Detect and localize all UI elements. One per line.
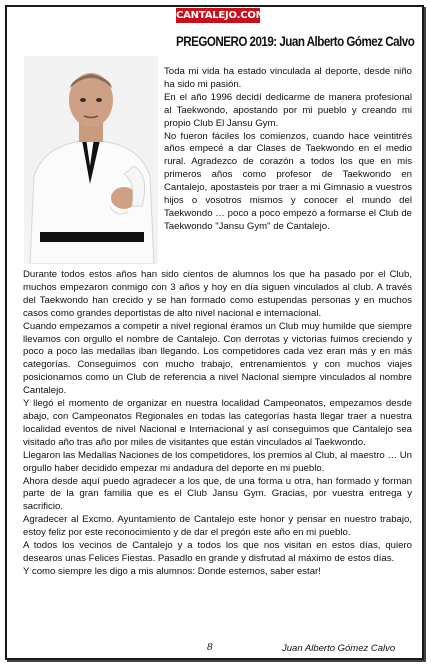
body-text <box>23 269 412 579</box>
body-paragraph: Y llegó el momento de organizar en nuestra localidad Campeonatos, empezamos desde abajo, con Campeonatos Regionales en todas las categorías hasta llegar traer a nuestra localidad eventos de nivel Nacional e Internacional y así conseguimos que Cantalejo sea visitado año tras año por miles de visitantes que están vinculados al Taekwondo. <box>23 398 412 448</box>
brand-badge: CANTALEJO.COM <box>176 10 266 21</box>
body-paragraph: Y como siempre les digo a mis alumnos: Donde estemos, saber estar! <box>23 565 321 577</box>
body-paragraph: Cuando empezamos a competir a nivel regional éramos un Club muy humilde que siempre llevamos con orgullo el nombre de Cantalejo. Con derrotas y victorias fuimos creciendo y poco a poco las medallas iban llegando. Los competidores cada vez eran más y en más categorías. Conseguimos con mucho trabajo, entrenamientos y con muchos viajes posicionarnos como un Club de referencia a nivel Nacional siempre vinculados al nombre Cantalejo. <box>23 320 412 397</box>
intro-paragraph: En el año 1996 decidí dedicarme de manera profesional al Taekwondo, apostando por mi pueblo y creando mi propio Club El Jansu Gym. <box>164 91 412 129</box>
body-paragraph: Ahora desde aquí puedo agradecer a los que, de una forma u otra, han formado y forman parte de la gran familia que es el Club Jansu Gym. Gracias, por vuestra entrega y sacrificio. <box>23 475 412 513</box>
author-photo <box>24 56 158 264</box>
intro-text <box>164 66 412 234</box>
body-paragraph: Llegaron las Medallas Naciones de los competidores, los premios al Club, al maestro … Un orgullo haber decidido empezar mi andadura del deporte en mi pueblo. <box>23 449 412 474</box>
body-paragraph: A todos los vecinos de Cantalejo y a todos los que nos visitan en estos días, quiero desearos unas Felices Fiestas. Pasadlo en grande y disfrutad al máximo de estos días. <box>23 540 412 564</box>
author-signature: Juan Alberto Gómez Calvo <box>282 643 396 654</box>
portrait-illustration <box>24 56 158 264</box>
intro-paragraph: No fueron fáciles los comienzos, cuando hace veintitrés años empecé a dar Clases de Taekwondo en el medio rural. Agradezco de corazón a todos los que en mis primeros años como profesor de Taekwondo en Cantalejo, apostasteis por traer a mi Gimnasio a vuestros hijos o vosotros mismos y conocer el mundo del Taekwondo … poco a poco empezó a formarse el Club de Taekwondo "Jansu Gym" de Cantalejo. <box>164 130 412 232</box>
body-paragraph: Durante todos estos años han sido cientos de alumnos los que ha pasado por el Club, muchos empezaron conmigo con 3 años y hoy en día siguen vinculados al club. A través del Taekwondo han crecido y se han formado como estupendas personas y en muchos casos como grandes deportistas de alto nivel nacional e internacional. <box>23 269 412 319</box>
page-title: PREGONERO 2019: Juan Alberto Gómez Calvo <box>176 34 415 49</box>
intro-paragraph: Toda mi vida ha estado vinculada al deporte, desde niño ha sido mi pasión. <box>164 66 412 90</box>
page-number: 8 <box>207 641 213 653</box>
body-paragraph: Agradecer al Excmo. Ayuntamiento de Cantalejo este honor y pensar en nuestro trabajo, estoy feliz por este reconocimiento y de dar el pregón este año en mi pueblo. <box>23 514 412 539</box>
